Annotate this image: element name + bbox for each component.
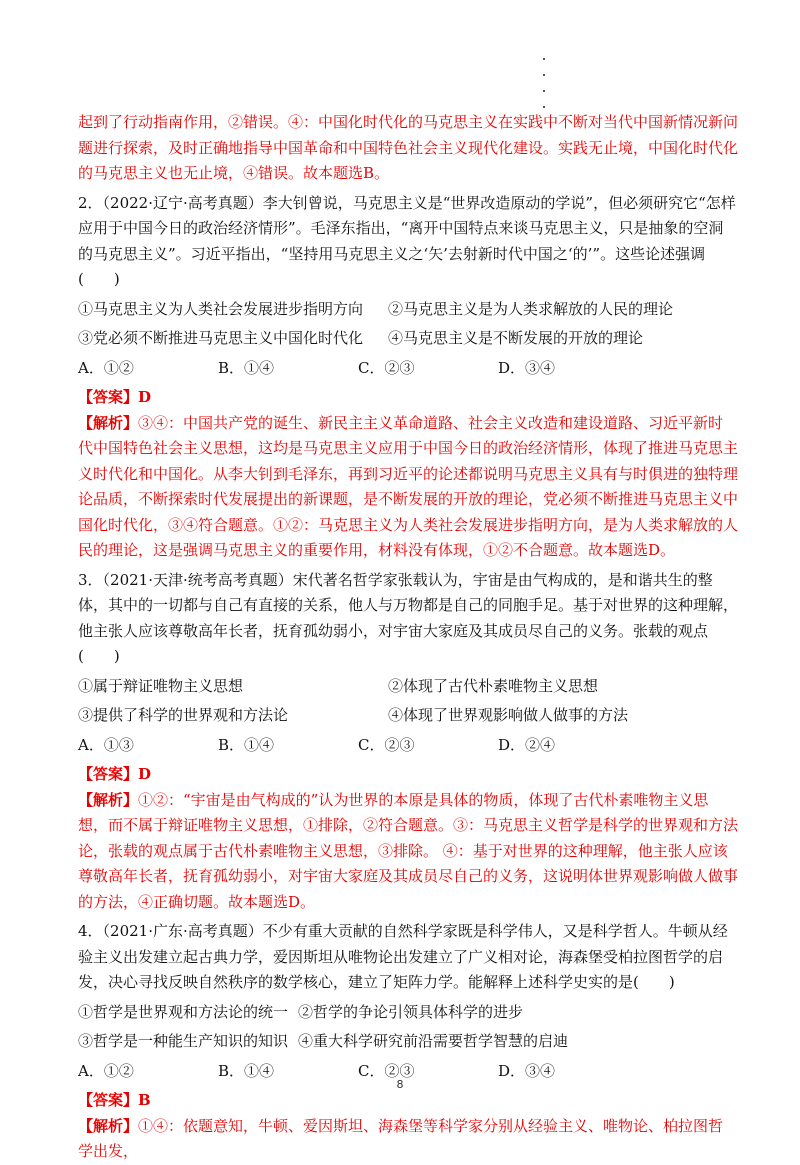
choice-a: A．①②: [78, 358, 134, 377]
question-4: [78, 919, 738, 1165]
answer-label: 【答案】: [78, 1091, 139, 1109]
option-row: [78, 703, 738, 729]
answer-line: [78, 385, 738, 411]
option-4: ④马克思主义是不断发展的开放的理论: [388, 329, 644, 347]
answer-value: D: [138, 765, 152, 783]
previous-explanation-tail: 起到了行动指南作用，②错误。④：中国化时代化的马克思主义在实践中不断对当代中国新情况新问题进行探索，及时正确地指导中国革命和中国特色社会主义现代化建设。实践无止境，中国化时代化的马克思主义也无止境，④错误。故本题选B。: [78, 113, 739, 182]
choice-a: A．①②: [78, 1061, 134, 1080]
option-2: ②哲学的争论引领具体科学的进步: [298, 1002, 524, 1021]
question-3: [78, 568, 738, 916]
answer-label: 【答案】: [78, 388, 139, 406]
option-1: ①马克思主义为人类社会发展进步指明方向: [78, 299, 364, 318]
analysis-text: ③④：中国共产党的诞生、新民主主义革命道路、社会主义改造和建设道路、习近平新时代中国特色社会主义思想，这均是马克思主义应用于中国今日的政治经济情形，体现了推进马克思主义时代化和中国化。从李大钊到毛泽东，再到习近平的论述都说明马克思主义具有与时俱进的独特理论品质，不断探索时代发展提出的新课题，是不断发展的开放的理论，党必须不断推进马克思主义中国化时代化，③④符合题意。①②：马克思主义为人类社会发展进步指明方向，是为人类求解放的人民的理论，这是强调马克思主义的重要作用，材料没有体现，①②不合题意。故本题选D。: [78, 413, 739, 559]
option-3: ③提供了科学的世界观和方法论: [78, 706, 289, 724]
choice-d: D．③④: [498, 358, 556, 377]
option-3: ③党必须不断推进马克思主义中国化时代化: [78, 329, 364, 347]
option-row: [78, 674, 738, 700]
analysis-text: ①②：“宇宙是由气构成的”认为世界的本原是具体的物质，体现了古代朴素唯物主义思想，而不属于辩证唯物主义思想，①排除，②符合题意。③：马克思主义哲学是科学的世界观和方法论，张载的观点属于古代朴素唯物主义思想，③排除。 ④：基于对世界的这种理解，他主张人应该尊敬高年长者，抚育孤幼弱小，对宇宙大家庭及其成员尽自己的义务，这说明体世界观影响做人做事的方法，④正确切题。故本题选D。: [78, 790, 739, 911]
analysis-label: 【解析】: [78, 413, 139, 432]
choice-d: D．②④: [498, 735, 556, 754]
choice-b: B．①④: [218, 1061, 275, 1080]
choices-row: [78, 356, 738, 382]
choice-a: A．①③: [78, 735, 134, 754]
choices-row: [78, 733, 738, 759]
option-1: ①属于辩证唯物主义思想: [78, 676, 244, 695]
page-number: 8: [396, 1078, 404, 1091]
analysis: [78, 1114, 738, 1165]
question-stem: 2．（2022·辽宁·高考真题）李大钊曾说，马克思主义是“世界改造原动的学说”，但必须研究它“怎样应用于中国今日的政治经济情形”。毛泽东指出，“离开中国特点来谈马克思主义，只是抽象的空洞的马克思主义”。习近平指出，“坚持用马克思主义之‘矢’去射新时代中国之‘的’”。这些论述强调( ): [78, 193, 736, 288]
option-row: [78, 326, 738, 352]
choice-c: C．②③: [358, 735, 415, 754]
option-row: [78, 1000, 738, 1026]
answer-line: [78, 762, 738, 788]
question-2: [78, 191, 738, 564]
option-1: ①哲学是世界观和方法论的统一: [78, 1002, 289, 1021]
question-stem: 4．（2021·广东·高考真题）不少有重大贡献的自然科学家既是科学伟人，又是科学哲人。牛顿从经验主义出发建立起古典力学，爱因斯坦从唯物论出发建立了广义相对论，海森堡受柏拉图哲学的启发，决心寻找反映自然秩序的数学核心，建立了矩阵力学。能解释上述科学史实的是( ): [78, 922, 728, 991]
answer-line: [78, 1088, 738, 1114]
answer-value: B: [138, 1091, 151, 1109]
analysis-label: 【解析】: [78, 790, 139, 809]
option-row: [78, 297, 738, 323]
choice-b: B．①④: [218, 358, 275, 377]
answer-label: 【答案】: [78, 765, 139, 783]
analysis-text: ①④：依题意知，牛顿、爱因斯坦、海森堡等科学家分别从经验主义、唯物论、柏拉图哲学出发，: [78, 1116, 724, 1160]
answer-value: D: [138, 388, 152, 406]
choice-c: C．②③: [358, 1061, 415, 1080]
choice-c: C．②③: [358, 358, 415, 377]
option-3: ③哲学是一种能生产知识的知识: [78, 1032, 289, 1050]
analysis: [78, 411, 738, 564]
analysis: [78, 788, 738, 916]
option-2: ②体现了古代朴素唯物主义思想: [388, 676, 599, 695]
content: [78, 110, 738, 1165]
option-2: ②马克思主义是为人类求解放的人民的理论: [388, 299, 674, 318]
analysis-label: 【解析】: [78, 1116, 139, 1135]
option-4: ④重大科学研究前沿需要哲学智慧的启迪: [298, 1032, 569, 1050]
question-stem: 3．（2021·天津·统考高考真题）宋代著名哲学家张载认为，宇宙是由气构成的，是和谐共生的整体，其中的一切都与自己有直接的关系，他人与万物都是自己的同胞手足。基于对世界的这种理解，他主张人应该尊敬高年长者，抚育孤幼弱小，对宇宙大家庭及其成员尽自己的义务。张载的观点( ): [78, 570, 739, 665]
choice-d: D．③④: [498, 1061, 556, 1080]
option-row: [78, 1029, 738, 1055]
choice-b: B．①④: [218, 735, 275, 754]
option-4: ④体现了世界观影响做人做事的方法: [388, 706, 629, 724]
